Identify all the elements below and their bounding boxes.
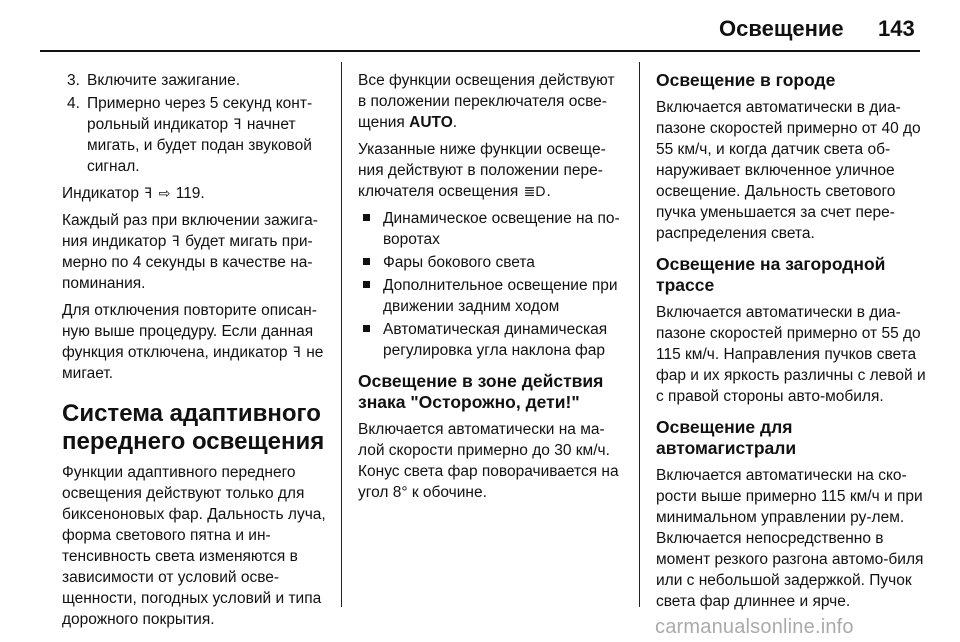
column-1 [62, 70, 328, 636]
page-reference-icon: ⇨ [158, 185, 171, 201]
zone-heading: Освещение в зоне действия знака "Осторожно, дети!" [358, 371, 604, 412]
headlight-indicator-icon: ꟻ [144, 185, 153, 201]
headlight-indicator-icon: ꟻ [292, 344, 301, 360]
paragraph-blink: Каждый раз при включении зажига-ния индикатор ꟻ будет мигать при-мерно по 4 секунды в качестве на-поминания. [62, 212, 318, 292]
headlight-indicator-icon: ꟻ [171, 233, 180, 249]
paragraph-intro: Все функции освещения действуют в положении переключателя осве-щения AUTO. [358, 72, 615, 131]
country-heading: Освещение на загородной трассе [656, 254, 886, 295]
list-item: Автоматическая динамическая регулировка угла наклона фар [358, 319, 626, 361]
paragraph-disable: Для отключения повторите описан-ную выше процедуру. Если данная функция отключена, индикатор ꟻ не мигает. [62, 302, 324, 382]
page-title: Освещение [719, 16, 844, 41]
city-heading: Освещение в городе [656, 70, 836, 90]
highway-paragraph: Включается автоматически на ско-рости выше примерно 115 км/ч и при минимальном управлении ру-лем. Включается непосредственно в момент резкого разгона автомо-биля или с небольшой задержкой. Пучок света фар длиннее и ярче. [656, 467, 924, 610]
indicator-reference: Индикатор ꟻ ⇨ 119. [62, 185, 205, 202]
page-number: 143 [878, 16, 915, 41]
watermark: carmanualsonline.info [655, 616, 854, 638]
bullet-icon [363, 252, 370, 273]
bullet-icon [363, 275, 370, 296]
column-3 [656, 70, 926, 618]
light-switch-icon: ≣D [523, 183, 546, 199]
step-text: начнет мигать, и будет подан звуковой сигнал. [87, 116, 312, 175]
highway-heading: Освещение для автомагистрали [656, 417, 797, 458]
step-text: Примерно через 5 секунд конт-рольный индикатор [87, 95, 313, 133]
paragraph-listed: Указанные ниже функции освеще-ния действуют в положении пере-ключателя освещения ≣D. [358, 141, 606, 200]
step-number: 3. [67, 72, 80, 89]
column-divider-1 [341, 62, 342, 607]
list-item: Фары бокового света [358, 252, 626, 273]
bullet-icon [363, 208, 370, 229]
section-paragraph: Функции адаптивного переднего освещения действуют только для биксеноновых фар. Дальность луча, форма светового пятна и ин-тенсивность света изменяются в зависимости от условий осве-щенности, погодных условий и типа дорожного покрытия. [62, 464, 326, 628]
step-3 [62, 70, 328, 91]
auto-label: AUTO [409, 114, 453, 131]
city-paragraph: Включается автоматически в диа-пазоне скоростей примерно от 40 до 55 км/ч, и когда датчик света об-наруживает включенное уличное освещение. Дальность светового пучка уменьшается за счет пере-распределения света. [656, 99, 921, 242]
section-heading: Система адаптивного переднего освещения [62, 400, 325, 455]
headlight-indicator-icon: ꟻ [233, 116, 242, 132]
step-text: Включите зажигание. [87, 72, 241, 89]
list-item: Динамическое освещение на по-воротах [358, 208, 626, 250]
list-item: Дополнительное освещение при движении задним ходом [358, 275, 626, 317]
column-2 [358, 70, 626, 509]
header-divider [40, 50, 920, 52]
country-paragraph: Включается автоматически в диа-пазоне скоростей примерно от 55 до 115 км/ч. Направления пучков света фар и их яркость различны с левой и с правой стороны авто-мобиля. [656, 304, 926, 405]
zone-paragraph: Включается автоматически на ма-лой скорости примерно до 30 км/ч. Конус света фар поворачивается на угол 8° к обочине. [358, 421, 619, 501]
column-divider-2 [639, 62, 640, 607]
step-4 [62, 93, 328, 177]
bullet-icon [363, 319, 370, 340]
step-number: 4. [67, 95, 80, 112]
